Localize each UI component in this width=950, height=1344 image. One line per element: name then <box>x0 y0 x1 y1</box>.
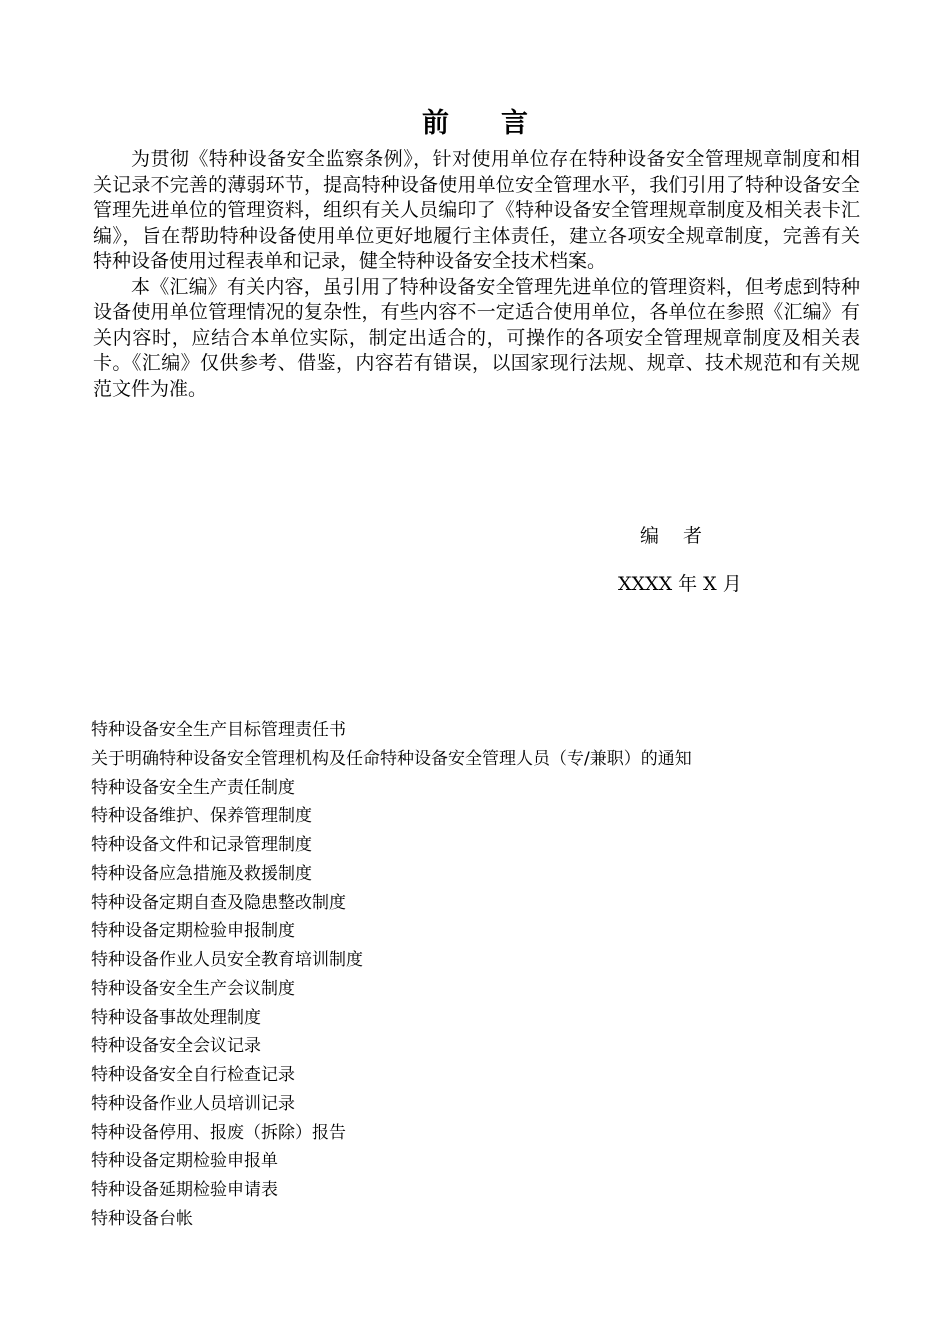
preface-date: XXXX 年 X 月 <box>618 573 742 595</box>
author-signature: 编者 <box>640 525 727 547</box>
toc-item: 特种设备延期检验申请表 <box>91 1180 278 1200</box>
toc-item: 特种设备安全生产目标管理责任书 <box>91 720 346 740</box>
toc-item: 特种设备定期自查及隐患整改制度 <box>91 892 346 913</box>
toc-item: 特种设备作业人员培训记录 <box>91 1093 295 1114</box>
toc-item: 特种设备定期检验申报制度 <box>91 921 295 942</box>
toc-item: 特种设备应急措施及救援制度 <box>91 863 312 884</box>
table-of-contents <box>91 716 692 1234</box>
toc-item: 特种设备事故处理制度 <box>91 1007 261 1028</box>
toc-item: 关于明确特种设备安全管理机构及任命特种设备安全管理人员（专/兼职）的通知 <box>91 748 692 769</box>
toc-item: 特种设备作业人员安全教育培训制度 <box>91 950 363 970</box>
toc-item: 特种设备维护、保养管理制度 <box>91 806 312 827</box>
preface-paragraph: 为贯彻《特种设备安全监察条例》，针对使用单位存在特种设备安全管理规章制度和相关记录不完善的薄弱环节，提高特种设备使用单位安全管理水平，我们引用了特种设备安全管理先进单位的管理资料，组织有关人员编印了《特种设备安全管理规章制度及相关表卡汇编》，旨在帮助特种设备使用单位更好地履行主体责任，建立各项安全规章制度，完善有关特种设备使用过程表单和记录，健全特种设备安全技术档案。 <box>93 148 860 272</box>
toc-item: 特种设备安全生产责任制度 <box>91 777 295 798</box>
toc-item: 特种设备台帐 <box>91 1208 193 1229</box>
page-title: 前言 <box>422 108 580 139</box>
toc-item: 特种设备定期检验申报单 <box>91 1151 278 1172</box>
toc-item: 特种设备停用、报废（拆除）报告 <box>91 1122 346 1143</box>
preface-body <box>93 147 860 402</box>
toc-item: 特种设备安全生产会议制度 <box>91 978 295 999</box>
toc-item: 特种设备文件和记录管理制度 <box>91 835 312 855</box>
toc-item: 特种设备安全自行检查记录 <box>91 1065 295 1085</box>
preface-paragraph: 本《汇编》有关内容，虽引用了特种设备安全管理先进单位的管理资料，但考虑到特种设备使用单位管理情况的复杂性，有些内容不一定适合使用单位，各单位在参照《汇编》有关内容时，应结合本单位实际，制定出适合的，可操作的各项安全管理规章制度及相关表卡。《汇编》仅供参考、借鉴，内容若有错误，以国家现行法规、规章、技术规范和有关规范文件为准。 <box>93 275 860 400</box>
toc-item: 特种设备安全会议记录 <box>91 1036 261 1057</box>
